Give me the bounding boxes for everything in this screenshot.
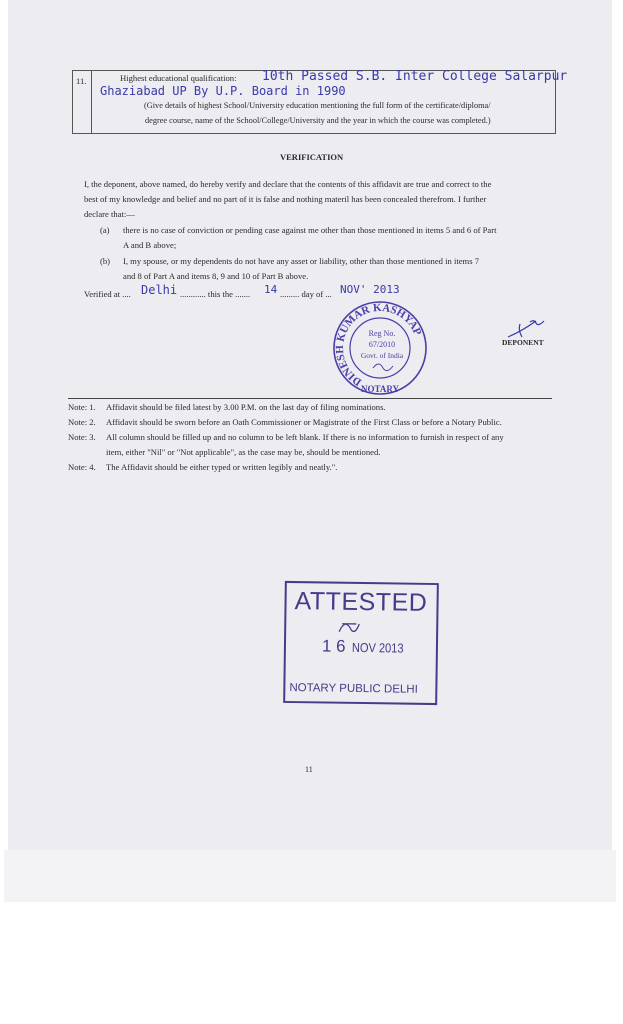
item-label: Highest educational qualification: xyxy=(120,73,237,83)
clause-b-marker: (b) xyxy=(100,256,111,266)
instruction-line-2: degree course, name of the School/College/University and the year in which the course was completed.) xyxy=(145,116,491,125)
notary-signature xyxy=(373,364,393,371)
clause-b-line-2: and 8 of Part A and items 8, 9 and 10 of Part B above. xyxy=(123,271,309,281)
deponent-signature xyxy=(500,318,550,338)
note-1-label: Note: 1. xyxy=(68,402,96,412)
note-3-text-2: item, either "Nil" or "Not applicable", as the case may be, should be mentioned. xyxy=(106,447,381,457)
clause-a-line-2: A and B above; xyxy=(123,240,177,250)
seal-ring-text: DINESH KUMAR KASHYAP xyxy=(333,301,424,388)
day-of-label: ......... day of ... xyxy=(280,289,332,299)
page-number: 11 xyxy=(305,765,313,774)
this-the-label: ............ this the ....... xyxy=(180,289,251,299)
note-4-label: Note: 4. xyxy=(68,462,96,472)
attested-title: ATTESTED xyxy=(294,587,428,617)
seal-bottom-text: NOTARY xyxy=(360,384,400,394)
clause-a-line-1: there is no case of conviction or pending case against me other than those mentioned in items 5 and 6 of Part xyxy=(123,225,497,235)
notary-seal xyxy=(325,297,435,397)
attested-date-day: 1 6 xyxy=(321,636,346,656)
instruction-line-1: (Give details of highest School/University education mentioning the full form of the certificate/diploma/ xyxy=(144,101,491,110)
note-2-text: Affidavit should be sworn before an Oath Commissioner or Magistrate of the First Class or before a Notary Public. xyxy=(106,417,502,427)
scan-edge xyxy=(4,850,616,902)
verification-heading: VERIFICATION xyxy=(280,152,344,162)
note-3-label: Note: 3. xyxy=(68,432,96,442)
seal-govt: Govt. of India xyxy=(360,351,404,360)
handwritten-qualification-2: Ghaziabad UP By U.P. Board in 1990 xyxy=(100,84,346,98)
note-4-text: The Affidavit should be either typed or written legibly and neatly.". xyxy=(106,462,338,472)
note-2-label: Note: 2. xyxy=(68,417,96,427)
divider xyxy=(68,398,552,399)
deponent-label: DEPONENT xyxy=(502,338,544,347)
seal-reg-number: 67/2010 xyxy=(368,340,396,349)
day-value: 14 xyxy=(264,283,278,296)
seal-reg-label: Reg No. xyxy=(368,329,396,338)
verified-at-value: Delhi xyxy=(141,283,178,297)
attested-signature xyxy=(336,617,362,635)
note-3-text-1: All column should be filled up and no column to be left blank. If there is no information to furnish in respect of any xyxy=(106,432,504,442)
clause-b-line-1: I, my spouse, or my dependents do not have any asset or liability, other than those mentioned in items 7 xyxy=(123,256,480,266)
verification-line-2: best of my knowledge and belief and no part of it is false and nothing materil has been concealed therefrom. I further xyxy=(84,194,487,204)
month-value: NOV' 2013 xyxy=(340,283,400,296)
attested-footer: NOTARY PUBLIC DELHI xyxy=(289,682,418,696)
attested-date-rest: NOV 2013 xyxy=(351,639,404,656)
handwritten-qualification-1: 10th Passed S.B. Inter College Salarpur xyxy=(262,69,568,84)
attested-stamp xyxy=(283,581,439,705)
note-1-text: Affidavit should be filed latest by 3.00 P.M. on the last day of filing nominations. xyxy=(106,402,386,412)
clause-a-marker: (a) xyxy=(100,225,110,235)
verified-at-label: Verified at .... xyxy=(84,289,131,299)
verification-line-3: declare that:— xyxy=(84,209,135,219)
verification-line-1: I, the deponent, above named, do hereby verify and declare that the contents of this affidavit are true and correct to the xyxy=(84,179,492,189)
item-number: 11. xyxy=(76,76,87,86)
